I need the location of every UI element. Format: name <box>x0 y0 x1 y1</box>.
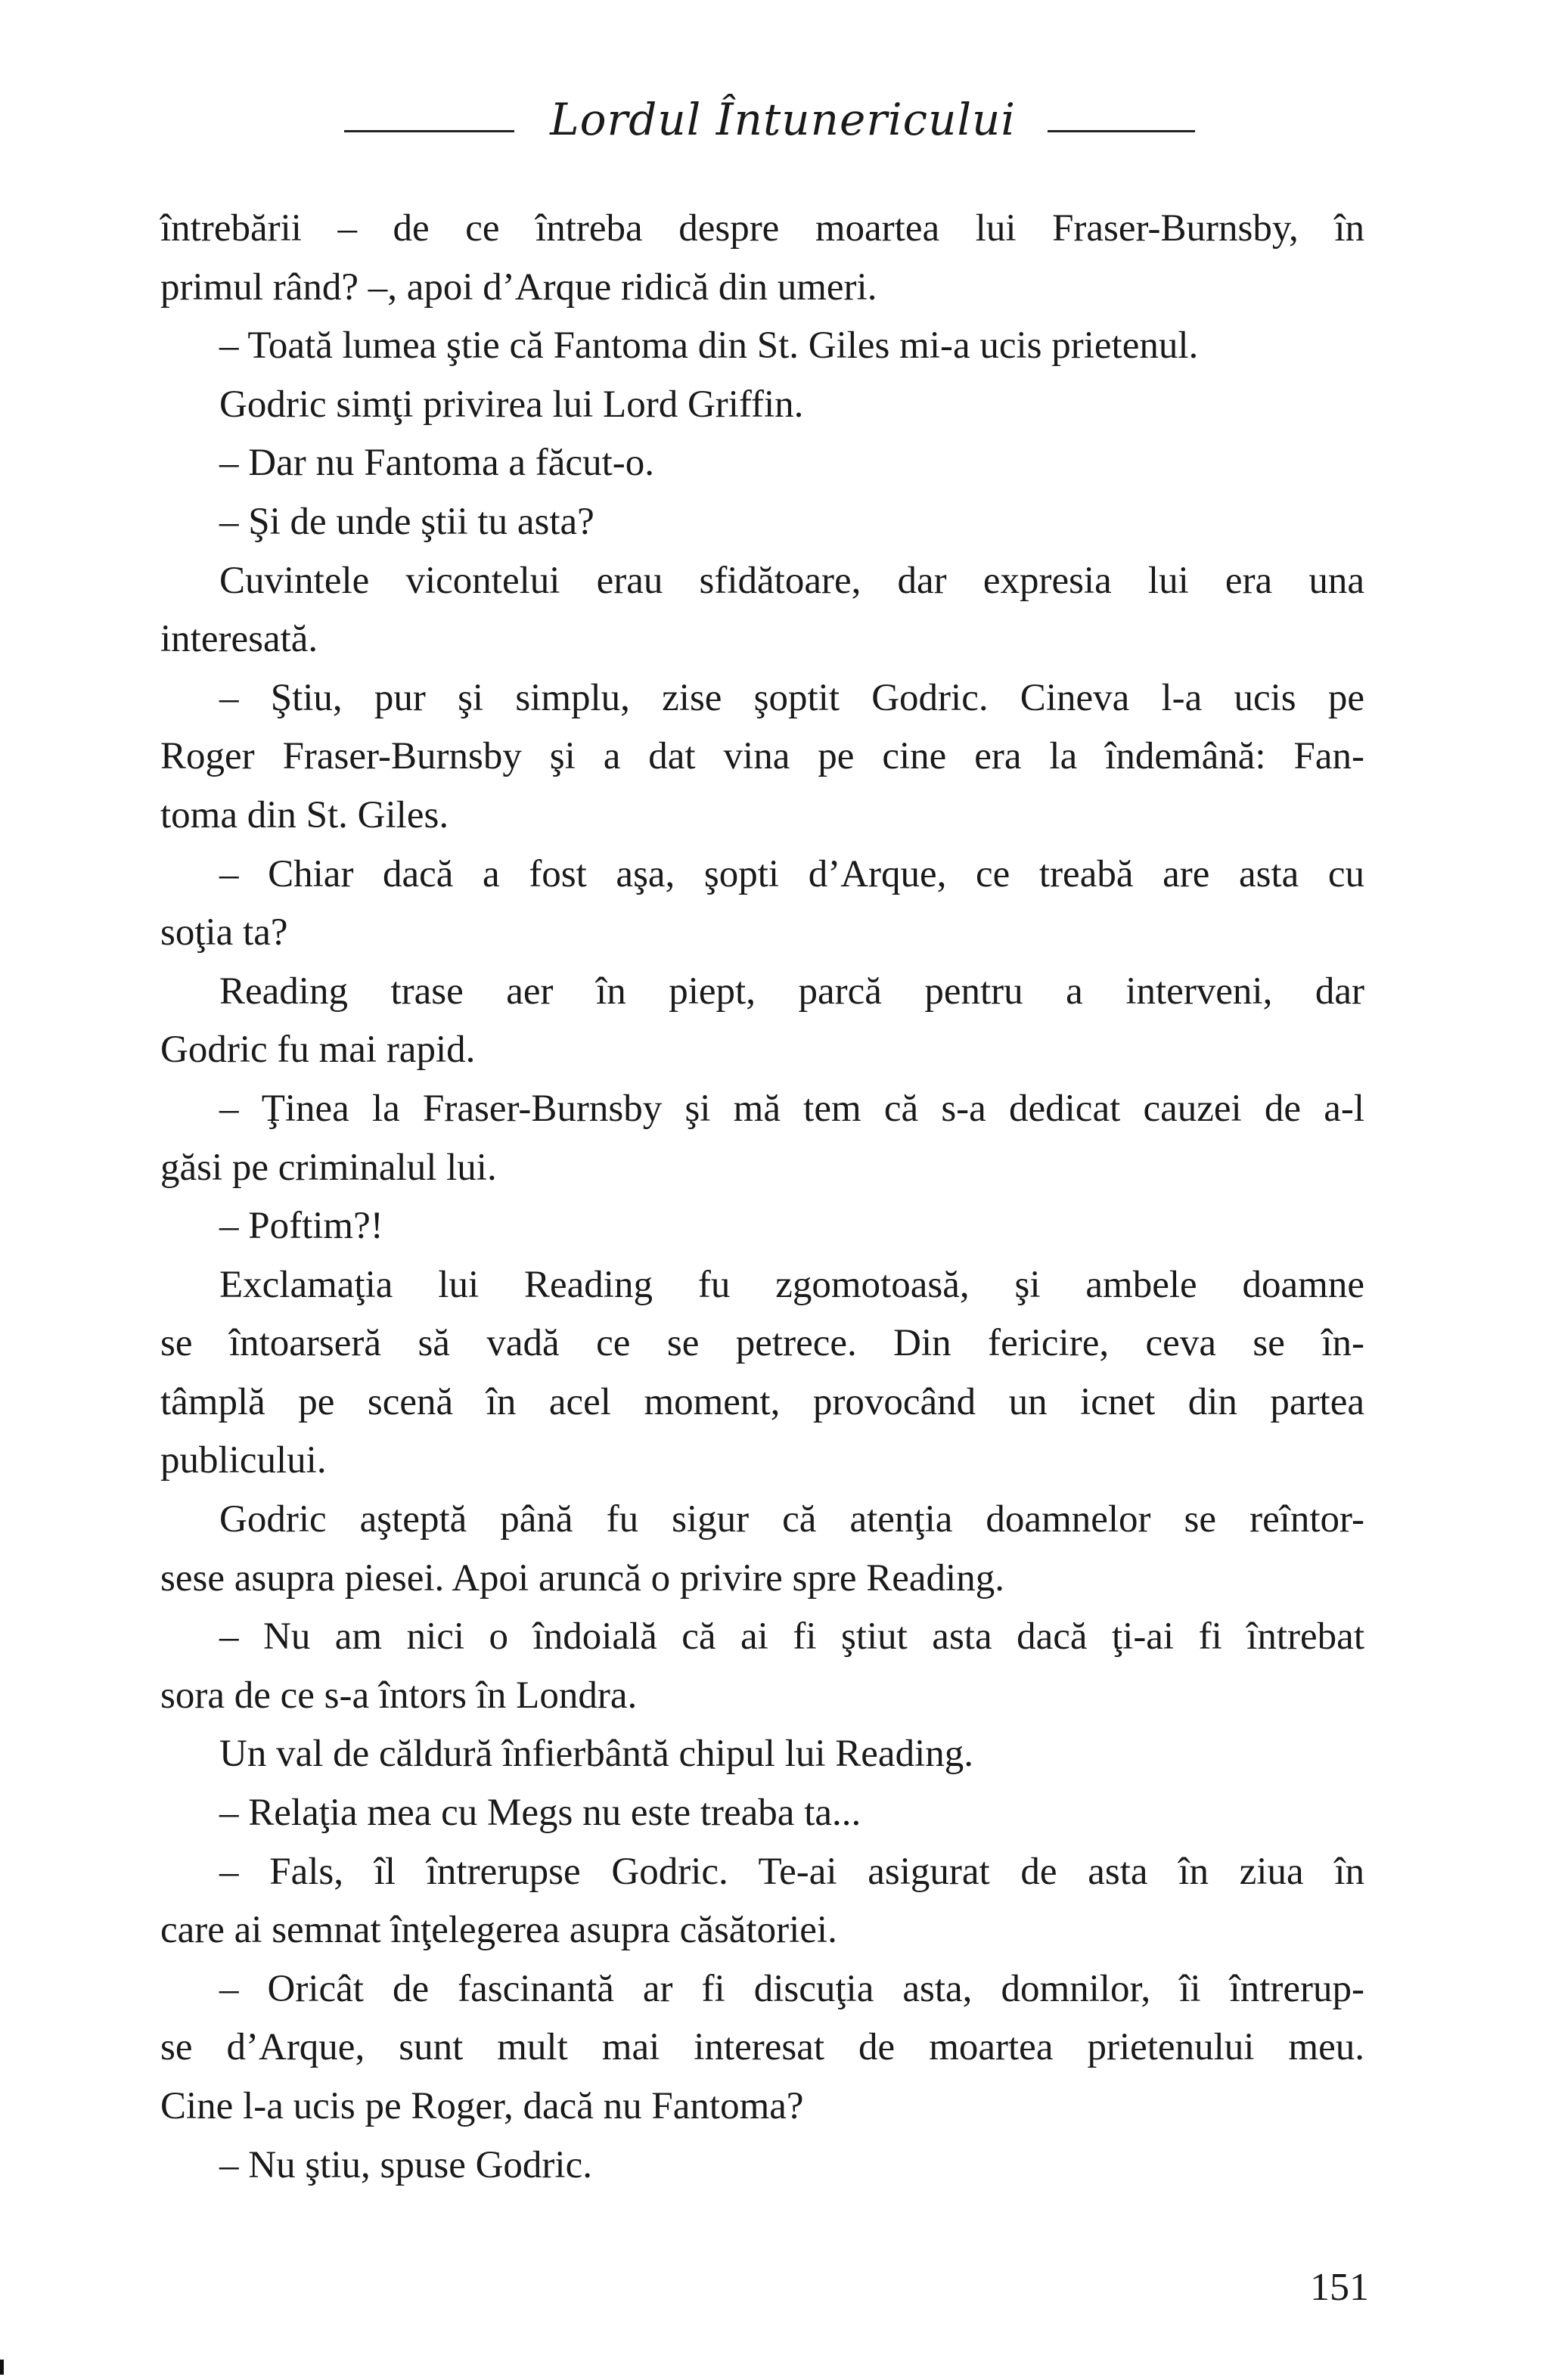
text-line: Reading trase aer în piept, parcă pentru a interveni, dar <box>219 970 1364 1013</box>
text-line: sese asupra piesei. Apoi aruncă o privire spre Reading. <box>160 1556 1004 1600</box>
body-text <box>160 200 1364 2195</box>
text-line: – Fals, îl întrerupse Godric. Te-ai asigurat de asta în ziua în <box>219 1850 1364 1893</box>
text-line: găsi pe criminalul lui. <box>160 1146 497 1189</box>
text-line: – Poftim?! <box>219 1205 383 1248</box>
text-line: întrebării – de ce întreba despre moartea lui Fraser-Burnsby, în <box>160 207 1364 250</box>
text-line: Cine l-a ucis pe Roger, dacă nu Fantoma? <box>160 2085 804 2127</box>
text-line: – Relaţia mea cu Megs nu este treaba ta... <box>219 1792 861 1835</box>
text-line: – Nu am nici o îndoială că ai fi ştiut asta dacă ţi-ai fi întrebat <box>219 1615 1364 1659</box>
text-line: – Şi de unde ştii tu asta? <box>219 500 594 543</box>
text-line: tâmplă pe scenă în acel moment, provocând un icnet din partea <box>160 1380 1364 1423</box>
page-number: 151 <box>1310 2266 1369 2309</box>
text-line: Roger Fraser-Burnsby şi a dat vina pe cine era la îndemână: Fan- <box>160 735 1364 778</box>
scan-edge-mark <box>0 2360 4 2375</box>
text-line: toma din St. Giles. <box>160 793 449 836</box>
header-rule-left <box>344 130 514 132</box>
text-line: interesată. <box>160 618 318 661</box>
text-line: – Oricât de fascinantă ar fi discuţia asta, domnilor, îi întrerup- <box>219 1967 1364 2010</box>
text-line: se d’Arque, sunt mult mai interesat de moartea prietenului meu. <box>160 2026 1364 2069</box>
text-line: sora de ce s-a întors în Londra. <box>160 1674 638 1717</box>
text-line: primul rând? –, apoi d’Arque ridică din umeri. <box>160 265 877 309</box>
text-line: Godric simţi privirea lui Lord Griffin. <box>219 383 804 426</box>
running-title: Lordul Întunericului <box>550 94 1016 145</box>
header-rule-right <box>1048 130 1195 132</box>
text-line: – Nu ştiu, spuse Godric. <box>219 2143 592 2186</box>
text-line: Exclamaţia lui Reading fu zgomotoasă, şi ambele doamne <box>219 1263 1364 1306</box>
running-header <box>0 89 1549 150</box>
text-line: – Ştiu, pur şi simplu, zise şoptit Godric. Cineva l-a ucis pe <box>219 676 1364 719</box>
text-line: – Ţinea la Fraser-Burnsby şi mă tem că s-a dedicat cauzei de a-l <box>219 1087 1364 1130</box>
text-line: soţia ta? <box>160 911 288 954</box>
text-line: publicului. <box>160 1439 327 1482</box>
text-line: – Dar nu Fantoma a făcut-o. <box>219 442 654 485</box>
text-line: – Chiar dacă a fost aşa, şopti d’Arque, ce treabă are asta cu <box>219 852 1364 895</box>
text-line: – Toată lumea ştie că Fantoma din St. Giles mi-a ucis prietenul. <box>219 324 1199 368</box>
text-line: Cuvintele vicontelui erau sfidătoare, dar expresia lui era una <box>219 559 1364 602</box>
text-line: se întoarseră să vadă ce se petrece. Din fericire, ceva se în- <box>160 1322 1364 1365</box>
text-line: care ai semnat înţelegerea asupra căsătoriei. <box>160 1909 837 1952</box>
text-line: Un val de căldură înfierbântă chipul lui Reading. <box>219 1733 973 1776</box>
text-line: Godric fu mai rapid. <box>160 1029 476 1072</box>
text-line: Godric aşteptă până fu sigur că atenţia doamnelor se reîntor- <box>219 1498 1364 1541</box>
